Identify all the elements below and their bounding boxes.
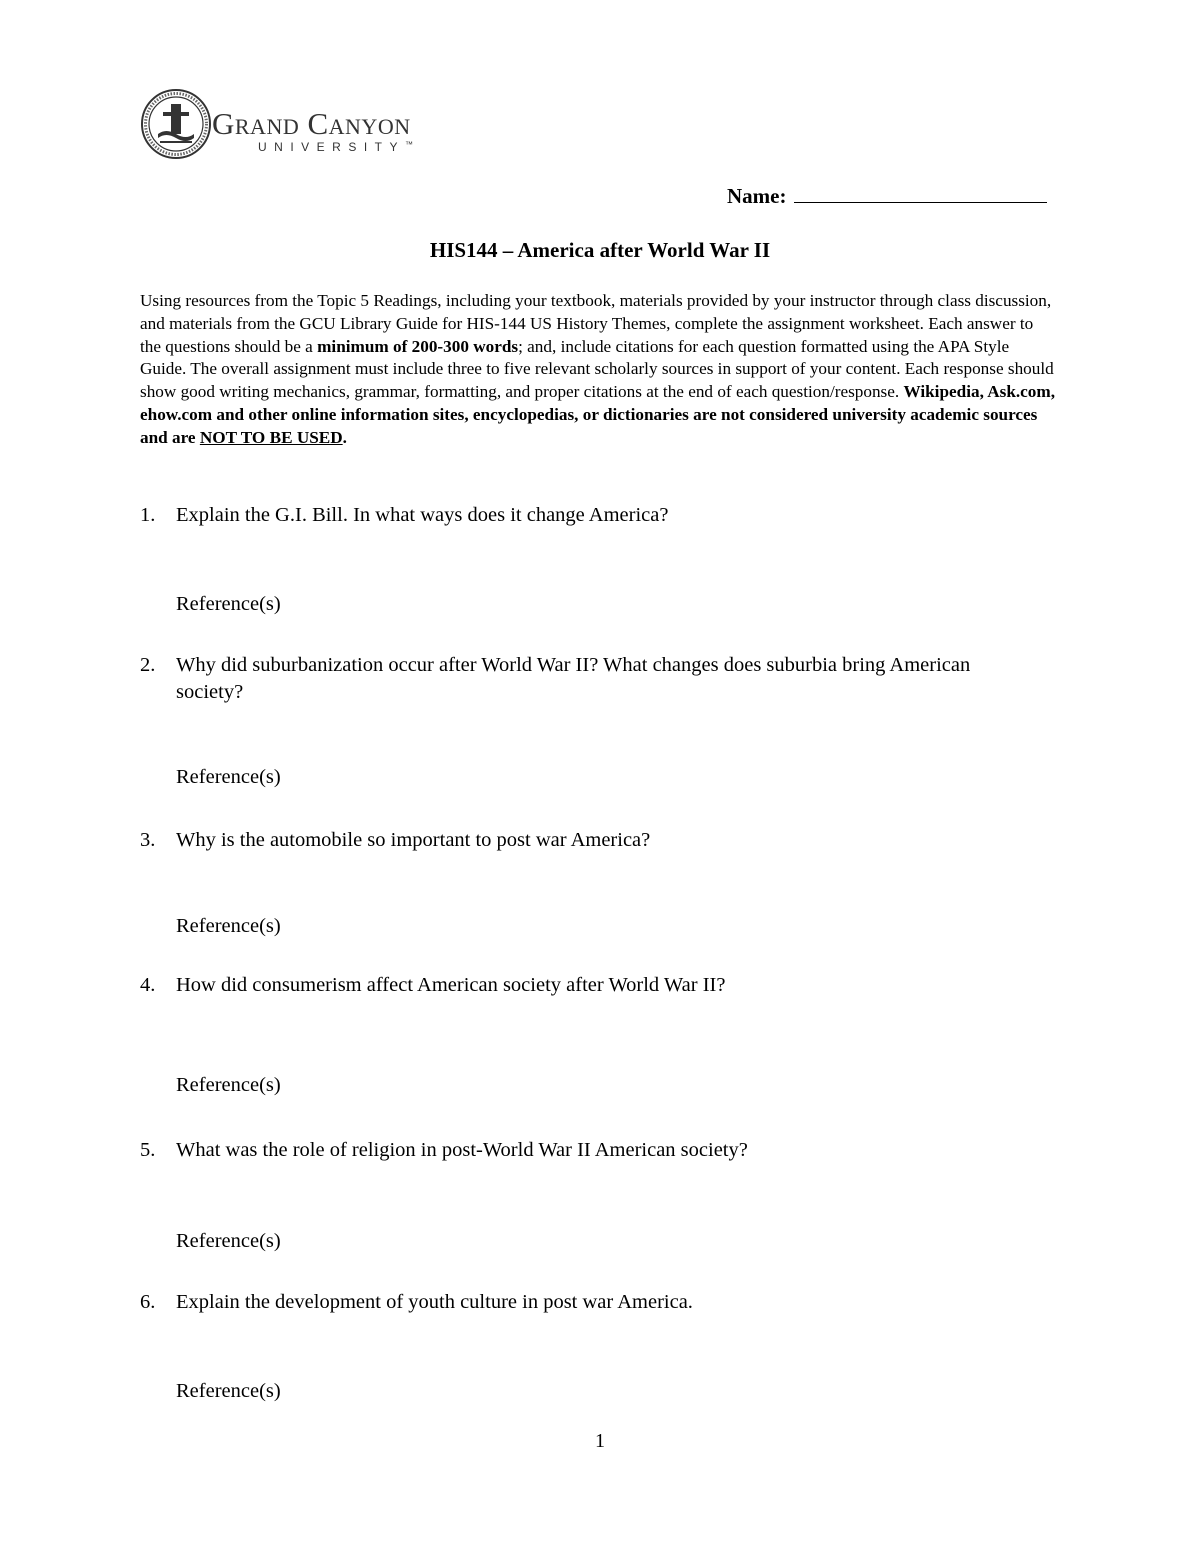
trademark-symbol: ™ bbox=[405, 140, 414, 149]
name-blank-line bbox=[794, 184, 1047, 203]
question-number: 1. bbox=[140, 504, 156, 526]
name-field bbox=[727, 184, 1047, 209]
question-text: Why is the automobile so important to post war America? bbox=[176, 829, 651, 851]
question-text: How did consumerism affect American society after World War II? bbox=[176, 974, 726, 996]
logo-wordmark: Grand Canyon bbox=[212, 106, 411, 141]
page-title: HIS144 – America after World War II bbox=[429, 238, 771, 262]
question-number: 4. bbox=[140, 974, 156, 996]
question-4 bbox=[140, 972, 1020, 999]
reference-label: Reference(s) bbox=[176, 1230, 281, 1252]
university-logo bbox=[140, 88, 460, 160]
question-number: 2. bbox=[140, 654, 156, 676]
question-5 bbox=[140, 1137, 1020, 1164]
instructions-paragraph: Using resources from the Topic 5 Readings, including your textbook, materials provided by your instructor through class discussion, and materials from the GCU Library Guide for HIS-144 US History Themes, complete the assignment worksheet. Each answer to the questions should be a minimum of 200-300 words; and, include citations for each question formatted using the APA Style Guide. The overall assignment must include three to five relevant scholarly sources in support of your content. Each response should show good writing mechanics, grammar, formatting, and proper citations at the end of each question/response. Wikipedia, Ask.com, ehow.com and other online information sites, encyclopedias, or dictionaries are not considered university academic sources and are NOT TO BE USED. bbox=[140, 291, 1056, 447]
reference-label: Reference(s) bbox=[176, 766, 281, 788]
question-text: Explain the development of youth culture in post war America. bbox=[176, 1291, 693, 1313]
question-1 bbox=[140, 502, 1020, 529]
question-6 bbox=[140, 1289, 1020, 1316]
reference-label: Reference(s) bbox=[176, 593, 281, 615]
page-number: 1 bbox=[595, 1430, 605, 1452]
question-text: What was the role of religion in post-World War II American society? bbox=[176, 1139, 748, 1161]
reference-label: Reference(s) bbox=[176, 1074, 281, 1096]
question-number: 6. bbox=[140, 1291, 156, 1313]
question-text: Why did suburbanization occur after World War II? What changes does suburbia bring American society? bbox=[176, 654, 971, 703]
logo-subwordmark: UNIVERSITY™ bbox=[258, 140, 414, 154]
question-number: 3. bbox=[140, 829, 156, 851]
question-text: Explain the G.I. Bill. In what ways does it change America? bbox=[176, 504, 669, 526]
question-3 bbox=[140, 827, 1020, 854]
reference-label: Reference(s) bbox=[176, 915, 281, 937]
name-label: Name: bbox=[727, 184, 787, 208]
question-2 bbox=[140, 652, 1020, 706]
reference-label: Reference(s) bbox=[176, 1380, 281, 1402]
university-seal-icon bbox=[140, 88, 212, 160]
question-number: 5. bbox=[140, 1139, 156, 1161]
